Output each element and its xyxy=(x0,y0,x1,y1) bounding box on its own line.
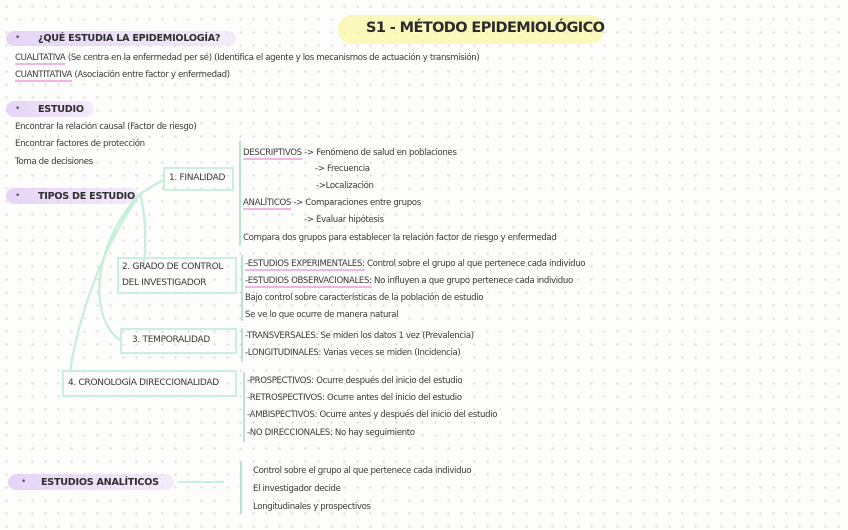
finalidad-bracket xyxy=(239,141,241,246)
frecuencia-line: -> Frecuencia xyxy=(315,164,370,174)
localizacion-line: ->Localización xyxy=(316,181,374,191)
grado-control-label: 2. GRADO DE CONTROL xyxy=(122,262,224,272)
cualitativa-text: (Se centra en la enfermedad per sé) (Identifica el agente y los mecanismos de actuación y transmisión) xyxy=(67,53,480,63)
analiticos-bracket xyxy=(240,462,242,514)
retrospectivos-term: -RETROSPECTIVOS: xyxy=(247,393,325,403)
control-bracket xyxy=(241,255,243,321)
temporalidad-box xyxy=(120,328,237,354)
estudio-item: Encontrar la relación causal (Factor de riesgo) xyxy=(15,122,197,132)
grado-control-label-2: DEL INVESTIGADOR xyxy=(122,278,207,288)
finalidad-box xyxy=(163,167,234,191)
bullet-icon: • xyxy=(21,477,27,487)
heading-estudios-analiticos: ESTUDIOS ANALÍTICOS xyxy=(41,477,159,488)
manera-natural-line: Se ve lo que ocurre de manera natural xyxy=(245,310,399,320)
bullet-icon: • xyxy=(15,191,21,201)
cualitativa-line xyxy=(15,53,479,63)
longitudinales-line xyxy=(245,348,460,358)
finalidad-label: 1. FINALIDAD xyxy=(169,173,226,183)
ambispectivos-term: -AMBISPECTIVOS: xyxy=(247,410,318,420)
observacionales-text: No influyen a que grupo pertenece cada individuo xyxy=(374,276,573,286)
temporalidad-label: 3. TEMPORALIDAD xyxy=(132,335,210,345)
descriptivos-term: DESCRIPTIVOS xyxy=(243,148,302,158)
cuantitativa-term: CUANTITATIVA xyxy=(15,70,72,80)
analiticos-item: Control sobre el grupo al que pertenece cada individuo xyxy=(253,466,472,476)
bullet-icon: • xyxy=(15,104,21,114)
transversales-text: Se miden los datos 1 vez (Prevalencia) xyxy=(320,331,474,341)
experimentales-text: Control sobre el grupo al que pertenece cada individuo xyxy=(367,259,586,269)
observacionales-term: -ESTUDIOS OBSERVACIONALES: xyxy=(245,276,372,286)
evaluar-hipotesis-line: -> Evaluar hipótesis xyxy=(304,215,384,225)
heading-estudio: ESTUDIO xyxy=(38,104,84,115)
descriptivos-text: -> Fenómeno de salud en poblaciones xyxy=(304,148,457,158)
longitudinales-term: -LONGITUDINALES: xyxy=(245,348,321,358)
analiticos-item: Longitudinales y prospectivos xyxy=(253,502,371,512)
branch-to-finalidad xyxy=(140,180,164,194)
cuantitativa-line xyxy=(15,70,230,80)
prospectivos-text: Ocurre después del inicio del estudio xyxy=(316,376,463,386)
observacionales-line xyxy=(245,276,573,286)
retrospectivos-text: Ocurre antes del inicio del estudio xyxy=(326,393,462,403)
transversales-line xyxy=(245,331,474,341)
prospectivos-line xyxy=(247,376,462,386)
estudio-item: Encontrar factores de protección xyxy=(15,139,145,149)
estudio-item: Toma de decisiones xyxy=(15,157,93,167)
retrospectivos-line xyxy=(247,393,462,403)
analiticos-item: El investigador decide xyxy=(253,484,341,494)
analiticos-term: ANALÍTICOS xyxy=(243,198,292,208)
ambispectivos-line xyxy=(247,410,497,420)
compara-grupos-line: Compara dos grupos para establecer la relación factor de riesgo y enfermedad xyxy=(243,233,557,243)
heading-tipos-de-estudio: TIPOS DE ESTUDIO xyxy=(38,191,135,202)
analiticos-text: -> Comparaciones entre grupos xyxy=(293,198,421,208)
no-direccionales-term: -NO DIRECCIONALES: xyxy=(247,428,333,438)
analiticos-connector xyxy=(178,481,224,483)
cronologia-bracket xyxy=(243,372,245,442)
experimentales-term: -ESTUDIOS EXPERIMENTALES: xyxy=(245,259,365,269)
heading-que-estudia: ¿QUÉ ESTUDIA LA EPIDEMIOLOGÍA? xyxy=(38,33,221,44)
bullet-icon: • xyxy=(15,33,21,43)
grado-control-box xyxy=(117,257,237,294)
page-title: S1 - MÉTODO EPIDEMIOLÓGICO xyxy=(366,20,605,36)
cronologia-box xyxy=(62,370,237,397)
cualitativa-term: CUALITATIVA xyxy=(15,53,66,63)
bajo-control-line: Bajo control sobre características de la población de estudio xyxy=(245,293,484,303)
cronologia-label: 4. CRONOLOGÍA DIRECCIONALIDAD xyxy=(68,378,219,388)
temporalidad-bracket xyxy=(241,328,243,362)
no-direccionales-line xyxy=(247,428,415,438)
descriptivos-line xyxy=(243,148,457,158)
no-direccionales-text: No hay seguimiento xyxy=(334,428,415,438)
analiticos-line xyxy=(243,198,421,208)
ambispectivos-text: Ocurre antes y después del inicio del estudio xyxy=(319,410,498,420)
branch-to-control xyxy=(140,194,145,262)
prospectivos-term: -PROSPECTIVOS: xyxy=(247,376,314,386)
experimentales-line xyxy=(245,259,585,269)
longitudinales-text: Varias veces se miden (Incidencia) xyxy=(323,348,461,358)
transversales-term: -TRANSVERSALES: xyxy=(245,331,319,341)
cuantitativa-text: (Asociación entre factor y enfermedad) xyxy=(74,70,230,80)
